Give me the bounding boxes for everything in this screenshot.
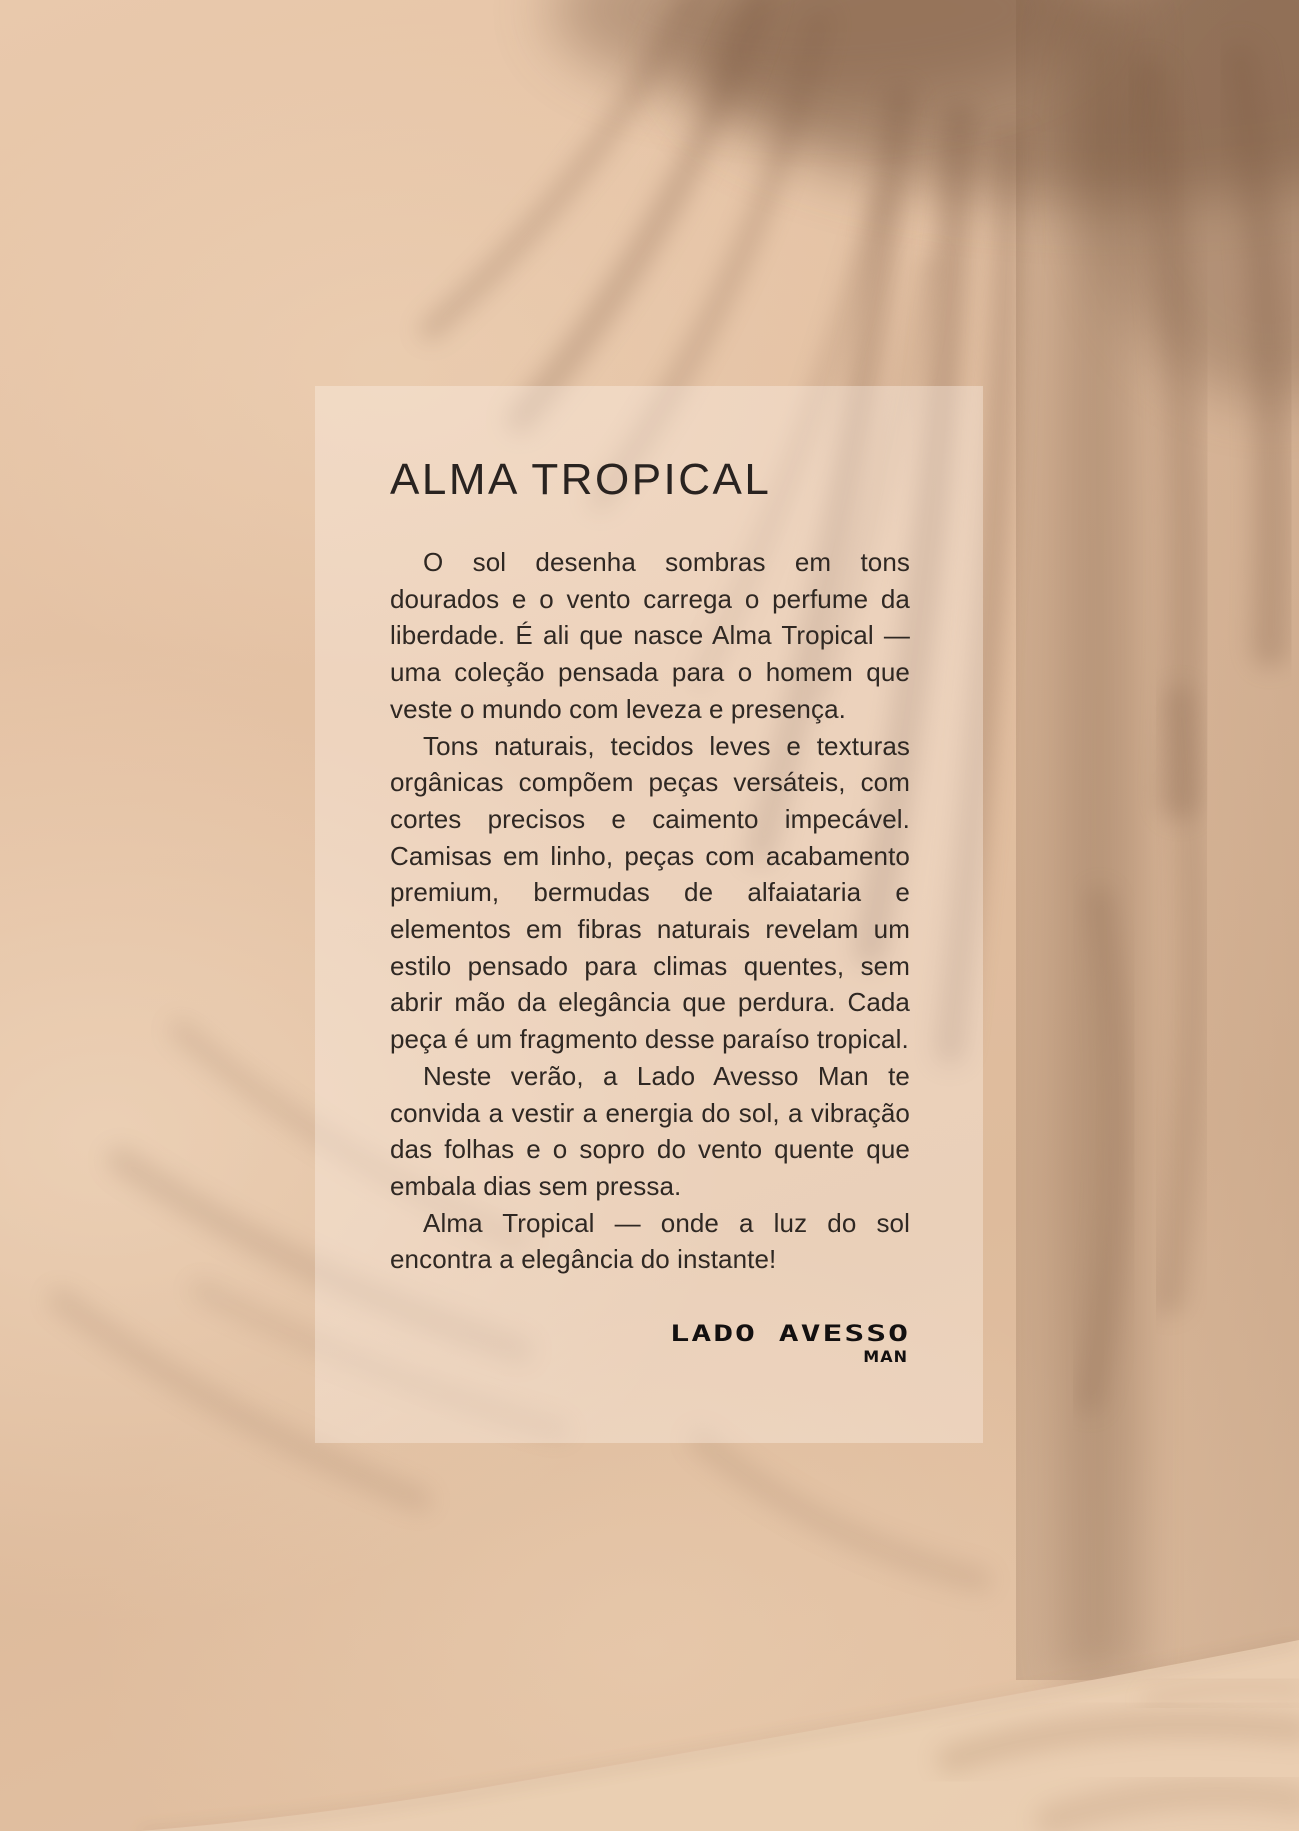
body-paragraph-2: Tons naturais, tecidos leves e texturas orgânicas compõem peças versáteis, com cortes precisos e caimento impecável. Camisas em linho, peças com acabamento premium, bermudas de alfaiataria e elementos em fibras naturais revelam um estilo pensado para climas quentes, sem abrir mão da elegância que perdura. Cada peça é um fragmento desse paraíso tropical.: [390, 730, 910, 1055]
body-paragraph-1: O sol desenha sombras em tons dourados e o vento carrega o perfume da liberdade. É ali que nasce Alma Tropical — uma coleção pensada para o homem que veste o mundo com leveza e presença.: [390, 547, 910, 724]
text-overlay-panel: [315, 386, 983, 1443]
body-paragraph-3: Neste verão, a Lado Avesso Man te convida a vestir a energia do sol, a vibração das folhas e o sopro do vento quente que embala dias sem pressa.: [390, 1060, 910, 1201]
brand-sub-label: MAN: [863, 1347, 908, 1366]
page-title: ALMA TROPICAL: [390, 455, 772, 504]
brand-logo: [669, 1319, 910, 1366]
brand-wordmark: LADO AVESSO: [669, 1319, 910, 1347]
body-paragraph-4: Alma Tropical — onde a luz do sol encontra a elegância do instante!: [390, 1207, 910, 1275]
